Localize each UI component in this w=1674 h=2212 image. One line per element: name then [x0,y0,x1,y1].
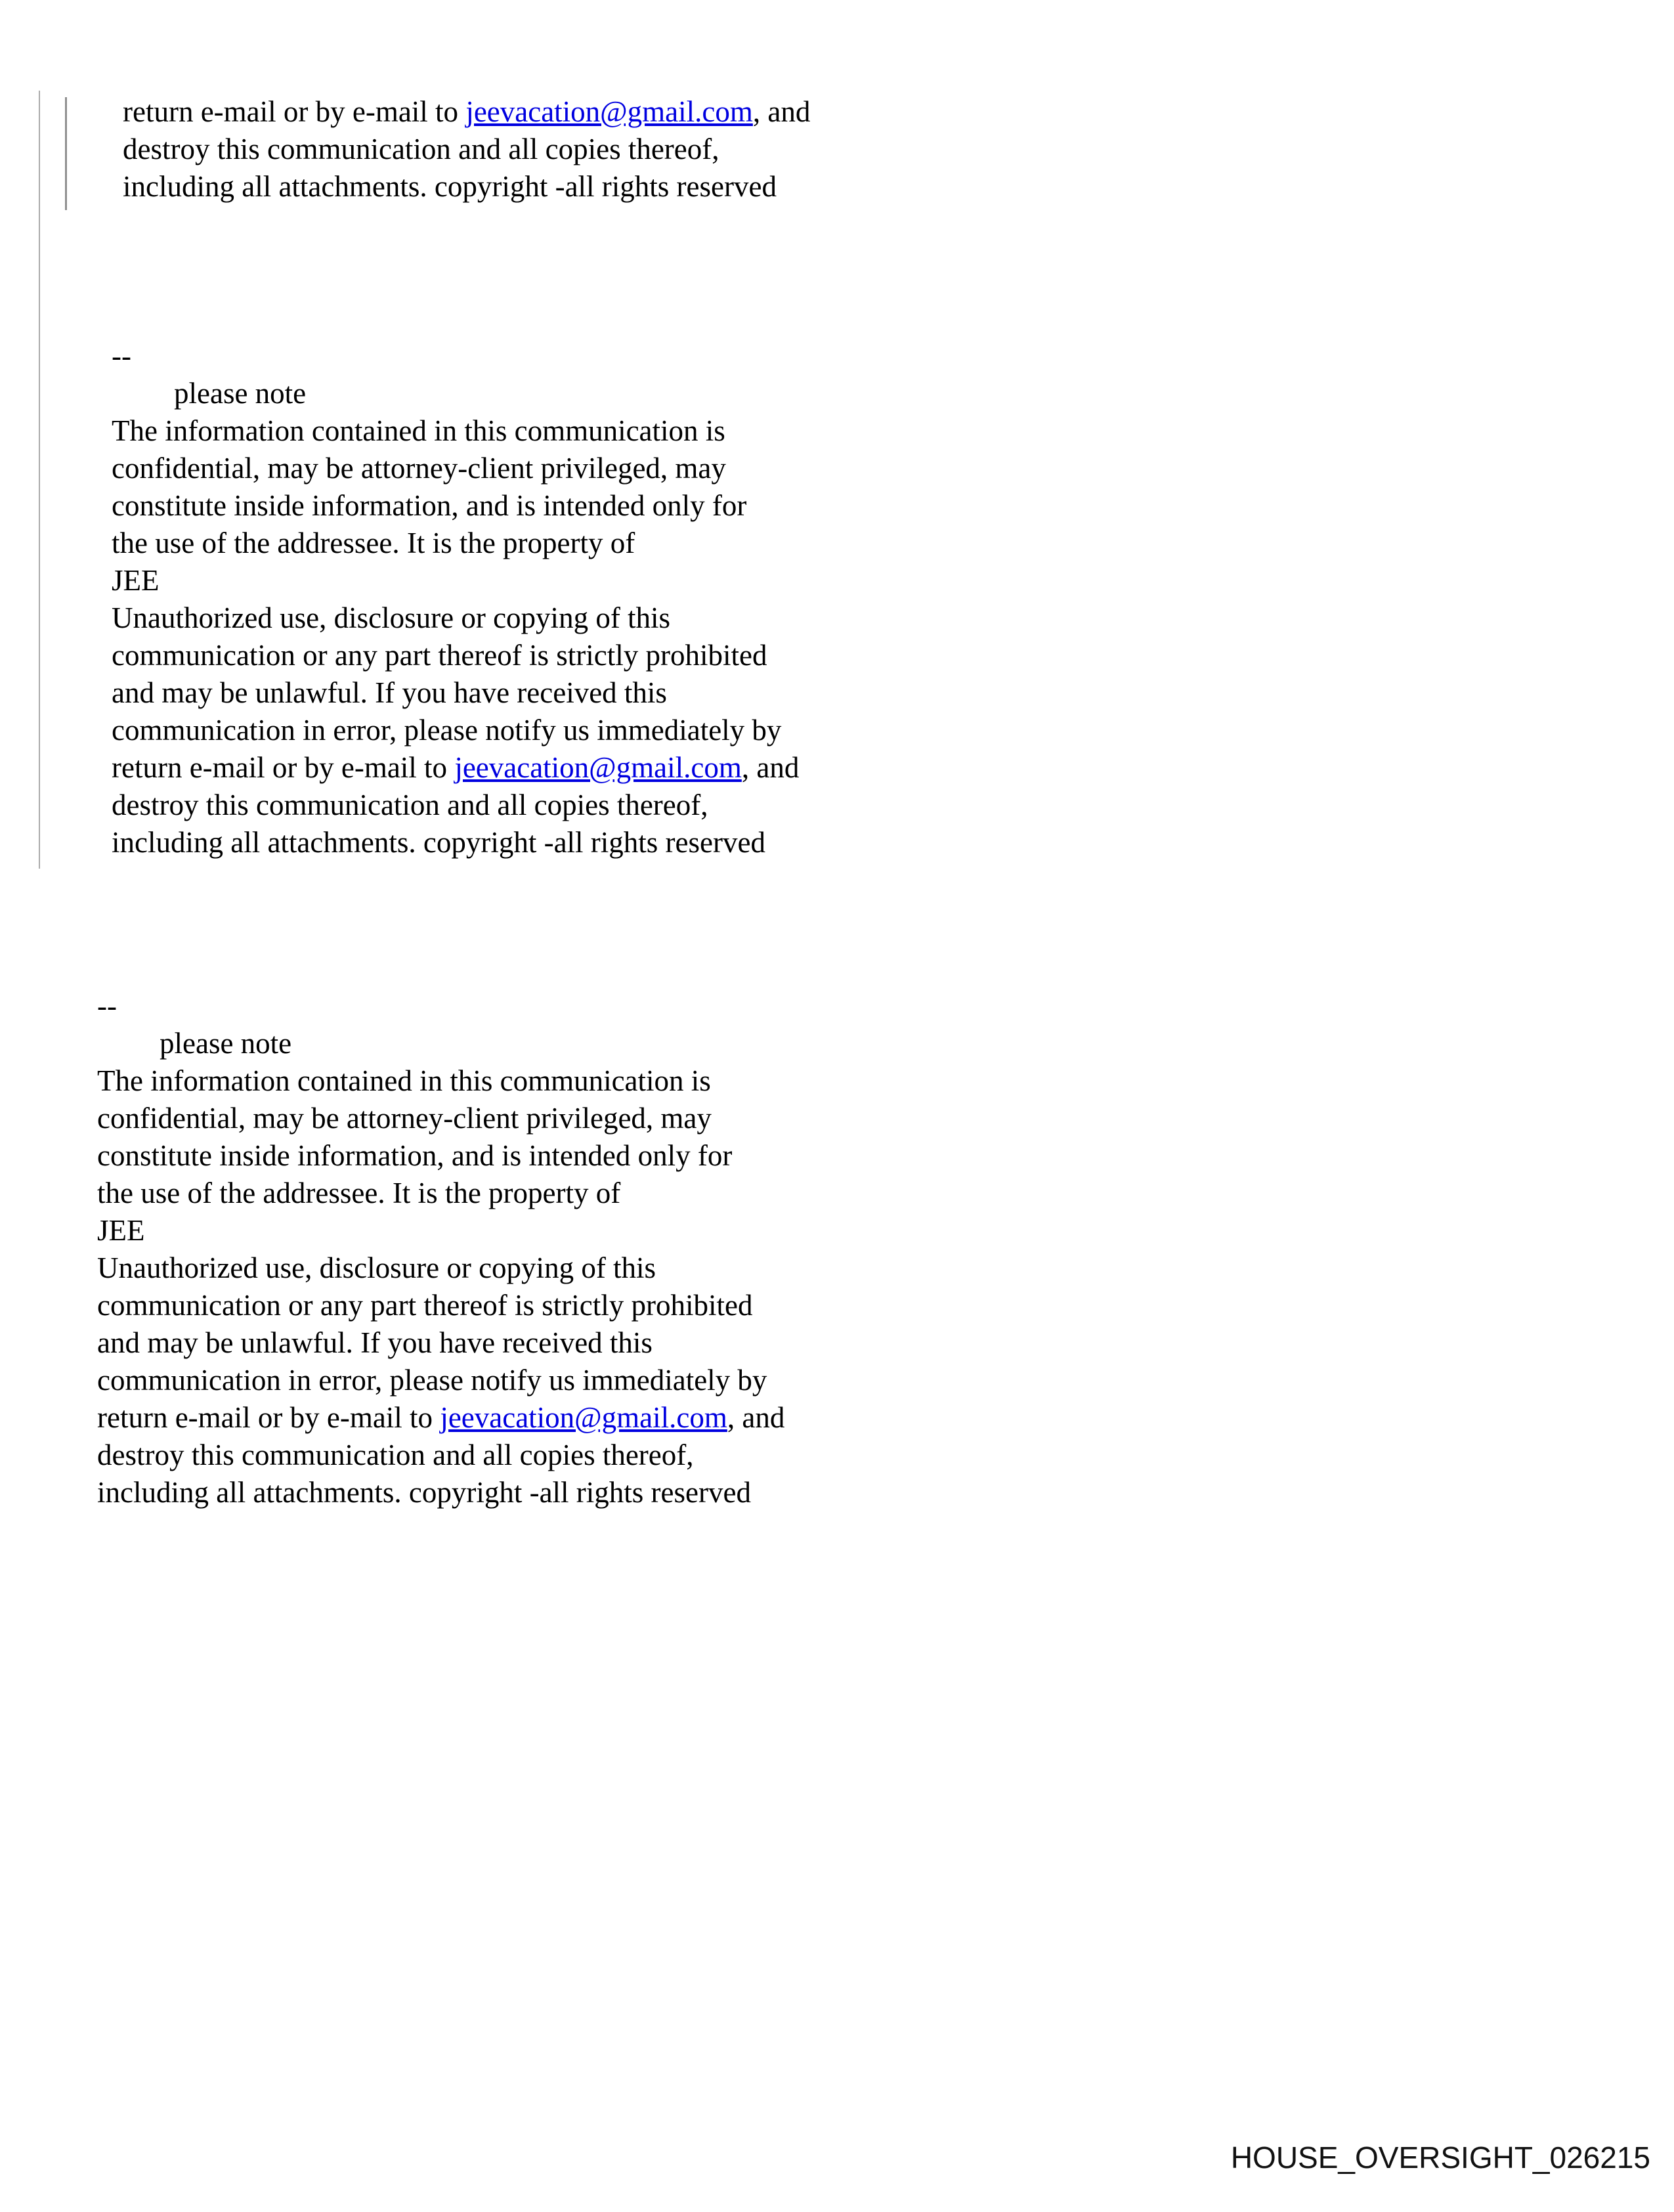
email-link[interactable]: jeevacation@gmail.com [454,751,742,784]
link-line-prefix: return e-mail or by e-mail to [123,95,466,128]
link-line-suffix: , and [727,1401,785,1434]
disclaimer-fragment-block [123,93,810,206]
text-line: including all attachments. copyright -all rights reserved [97,1476,751,1509]
text-line: The information contained in this communication is [112,414,725,447]
link-line-suffix: , and [741,751,800,784]
text-line: Unauthorized use, disclosure or copying of this [112,601,671,634]
disclaimer-block-1 [112,337,799,861]
signature-separator: -- [112,339,131,372]
disclaimer-body-lines [97,1062,784,1399]
email-link[interactable]: jeevacation@gmail.com [440,1401,727,1434]
text-line: communication in error, please notify us immediately by [112,714,782,747]
text-line: Unauthorized use, disclosure or copying of this [97,1251,656,1284]
link-line-suffix: , and [752,95,811,128]
text-line: including all attachments. copyright -all rights reserved [112,826,765,859]
text-line: and may be unlawful. If you have received this [112,676,667,709]
bates-stamp: HOUSE_OVERSIGHT_026215 [1230,2140,1650,2175]
link-line-prefix: return e-mail or by e-mail to [112,751,455,784]
text-line: communication or any part thereof is strictly prohibited [112,639,767,672]
please-note-label: please note [174,377,307,410]
disclaimer-closing-lines [97,1437,784,1511]
disclaimer-body-lines [112,412,799,749]
disclaimer-link-line [97,1399,784,1437]
disclaimer-fragment-lines [123,131,810,206]
text-line: destroy this communication and all copies thereof, [112,789,708,821]
text-line: and may be unlawful. If you have received this [97,1326,653,1359]
please-note-label: please note [160,1027,292,1060]
text-line: constitute inside information, and is intended only for [97,1139,733,1172]
text-line: The information contained in this communication is [97,1064,711,1097]
text-line: including all attachments. copyright -all rights reserved [123,170,777,203]
disclaimer-link-line [123,93,810,131]
text-line: communication or any part thereof is strictly prohibited [97,1289,753,1322]
disclaimer-block-2 [97,987,784,1511]
quote-bar-level2 [65,97,67,210]
text-line: confidential, may be attorney-client privileged, may [97,1102,712,1135]
text-line: destroy this communication and all copies thereof, [97,1439,694,1471]
text-line: communication in error, please notify us immediately by [97,1364,767,1397]
signature-separator: -- [97,989,117,1022]
text-line: destroy this communication and all copies thereof, [123,133,719,165]
email-link[interactable]: jeevacation@gmail.com [465,95,753,128]
text-line: the use of the addressee. It is the property of [97,1177,621,1209]
text-line: JEE [97,1214,145,1247]
quote-bar-level1 [39,91,40,869]
disclaimer-link-line [112,749,799,787]
text-line: constitute inside information, and is intended only for [112,489,747,522]
text-line: JEE [112,564,160,597]
text-line: the use of the addressee. It is the property of [112,527,635,559]
text-line: confidential, may be attorney-client privileged, may [112,452,726,485]
link-line-prefix: return e-mail or by e-mail to [97,1401,440,1434]
disclaimer-closing-lines [112,787,799,861]
